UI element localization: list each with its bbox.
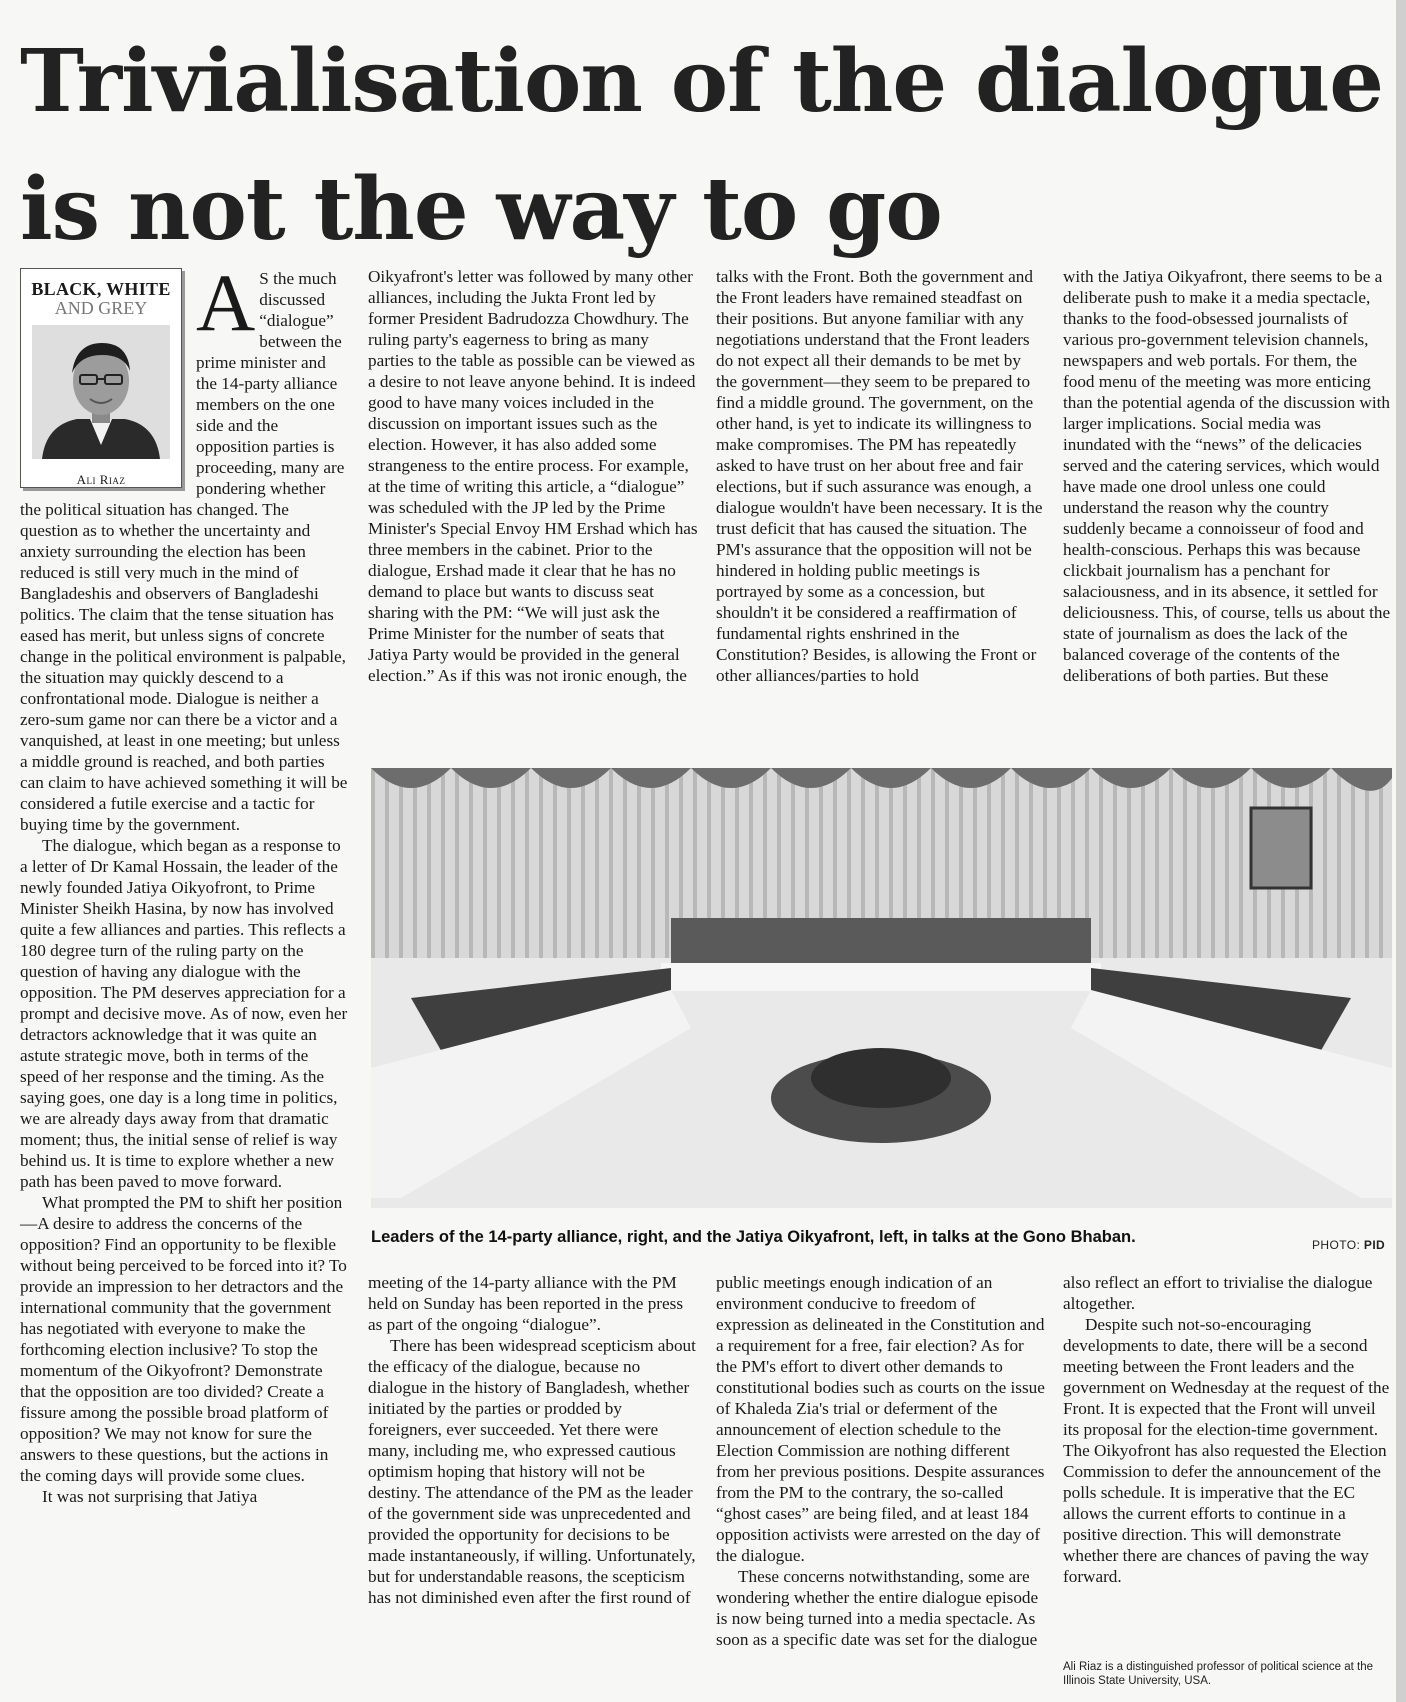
article-paragraph: public meetings enough indication of an environment conducive to freedom of expression as delineated in the Constitution and a requirement for a free, fair election? As for the PM's effort to divert other demands to constitutional bodies such as courts on the issue of Khaleda Zia's trial or deferment of the announcement of election schedule to the Election Commission are nothing different from her previous positions. Despite assurances from the PM to the contrary, the so-called “ghost cases” are being filed, and at least 184 opposition activists were arrested on the day of the dialogue. — [716, 1273, 1045, 1565]
article-paragraph: talks with the Front. Both the government and the Front leaders have remained steadfast on their positions. But anyone familiar with any negotiations understand that the Front leaders do not expect all their demands to be met by the government—they seem to be prepared to find a middle ground. The government, on the other hand, is yet to indicate its willingness to make compromises. The PM has repeatedly asked to have trust on her about free and fair elections, but if such assurance was enough, a dialogue wouldn't have been necessary. It is the trust deficit that has caused the situation. The PM's assurance that the opposition will not be hindered in holding public meetings is portrayed by some as a concession, but shouldn't it be considered a reaffirmation of fundamental rights enshrined in the Constitution? Besides, is allowing the Front or other alliances/parties to hold — [716, 267, 1043, 685]
article-column-3-bottom — [716, 1272, 1046, 1650]
article-paragraph: meeting of the 14-party alliance with the PM held on Sunday has been reported in the press as part of the ongoing “dialogue”. — [368, 1273, 684, 1334]
article-paragraph: There has been widespread scepticism about the efficacy of the dialogue, because no dialogue in the history of Bangladesh, whether initiated by the parties or prodded by foreigners, ever succeeded. Yet there were many, including me, who expressed cautious optimism hoping that history will not be destiny. The attendance of the PM as the leader of the government side was unprecedented and provided the opportunity for decisions to be made instantaneously, if willing. Unfortunately, but for understandable reasons, the scepticism has not diminished even after the first round of — [368, 1336, 696, 1607]
column-brand-line-1: BLACK, WHITE — [31, 279, 171, 299]
headline-line-2: is not the way to go — [20, 159, 942, 260]
author-bio: Ali Riaz is a distinguished professor of political science at the Illinois State University, USA. — [1063, 1661, 1374, 1687]
article-paragraph: It was not surprising that Jatiya — [42, 1487, 258, 1506]
author-portrait-image — [32, 325, 170, 459]
article-column-4-bottom — [1063, 1272, 1391, 1587]
drop-cap: A — [196, 257, 256, 348]
page-edge-shadow — [1396, 0, 1406, 1702]
headline-line-1: Trivialisation of the dialogue — [20, 31, 1383, 132]
article-paragraph: What prompted the PM to shift her position—A desire to address the concerns of the opposition? Find an opportunity to be flexible without being perceived to be forced into it? To provide an impression to her detractors and the international community that the government has negotiated with everyone to make the forthcoming election inclusive? To stop the momentum of the Oikyofront? Demonstrate that the opposition are too divided? Create a fissure among the possible broad platform of opposition? We may not know for sure the answers to these questions, but the actions in the coming days will provide some clues. — [20, 1193, 347, 1485]
article-column-3-top — [716, 266, 1046, 686]
column-brand-line-2: AND GREY — [54, 298, 148, 318]
article-column-2-top — [368, 266, 698, 686]
photo-caption: Leaders of the 14-party alliance, right, and the Jatiya Oikyafront, left, in talks at the Gono Bhaban. — [371, 1228, 1136, 1246]
article-paragraph: These concerns notwithstanding, some are wondering whether the entire dialogue episode is now being turned into a media spectacle. As soon as a specific date was set for the dialogue — [716, 1567, 1039, 1649]
article-column-2-bottom — [368, 1272, 698, 1608]
article-paragraph: Oikyafront's letter was followed by many other alliances, including the Jukta Front led by former President Badrudozza Chowdhury. The ruling party's eagerness to bring as many parties to the table as possible can be viewed as a desire to not leave anyone behind. It is indeed good to have many voices included in the discussion on important issues such as the election. However, it has also added some strangeness to the entire process. For example, at the time of writing this article, a “dialogue” was scheduled with the JP led by the Prime Minister's Special Envoy HM Ershad which has three members in the cabinet. Prior to the dialogue, Ershad made it clear that he has no demand to place but wants to discuss seat sharing with the PM: “We will just ask the Prime Minister for the number of seats that Jatiya Party would be provided in the general election.” As if this was not ironic enough, the — [368, 267, 698, 685]
news-photo — [371, 768, 1392, 1208]
article-paragraph: Despite such not-so-encouraging developments to date, there will be a second meeting between the Front leaders and the government on Wednesday at the request of the Front. It is expected that the Front will unveil its proposal for the election-time government. The Oikyofront has also requested the Election Commission to defer the announcement of the polls schedule. It is imperative that the EC allows the current efforts to continue in a positive direction. This will demonstrate whether there are chances of paving the way forward. — [1063, 1315, 1390, 1586]
photo-credit-source: PID — [1363, 1238, 1386, 1252]
article-paragraph: with the Jatiya Oikyafront, there seems to be a deliberate push to make it a media spectacle, thanks to the food-obsessed journalists of various pro-government television channels, newspapers and web portals. For them, the food menu of the meeting was more enticing than the potential agenda of the discussion with larger implications. Social media was inundated with the “news” of the delicacies served and the catering services, which would have made one drool unless one could understand the reason why the country suddenly became a connoisseur of food and health-conscious. Perhaps this was because clickbait journalism has a penchant for salaciousness, and in its absence, it settled for deliciousness. This, of course, tells us about the state of journalism as does the lack of the balanced coverage of the contents of the deliberations of both parties. But these — [1063, 267, 1391, 685]
photo-credit — [1312, 1238, 1385, 1252]
article-column-1 — [20, 257, 348, 1507]
article-paragraph: also reflect an effort to trivialise the dialogue altogether. — [1063, 1273, 1373, 1313]
photo-credit-label: PHOTO: — [1312, 1238, 1361, 1252]
author-portrait — [32, 325, 170, 459]
headline — [20, 18, 1390, 274]
article-paragraph: The dialogue, which began as a response to a letter of Dr Kamal Hossain, the leader of the newly founded Jatiya Oikyofront, to Prime Minister Sheikh Hasina, by now has involved quite a few alliances and parties. This reflects a 180 degree turn of the ruling party on the question of having any dialogue with the opposition. The PM deserves appreciation for a prompt and decisive move. As of now, even her detractors acknowledge that it was quite an astute strategic move, both in terms of the speed of her response and the timing. As the saying goes, one day is a long time in politics, we are already days away from that dramatic moment; thus, the initial sense of relief is way behind us. It is time to explore whether a new path has been paved to move forward. — [20, 836, 348, 1191]
meeting-photo-image — [371, 768, 1392, 1208]
columnist-author: Ali Riaz — [76, 472, 126, 487]
article-paragraph: S the much discussed “dialogue” between the prime minister and the 14-party alliance members on the one side and the opposition parties is proceeding, many are pondering whether the political situation has changed. The question as to whether the uncertainty and anxiety surrounding the election has been reduced is still very much in the mind of Bangladeshis and observers of Bangladeshi politics. The claim that the tense situation has eased has merit, but unless signs of concrete change in the political environment is palpable, the situation may quickly descend to a confrontational mode. Dialogue is neither a zero-sum game nor can there be a victor and a vanquished, at least in one meeting; but unless a middle ground is reached, and both parties can claim to have achieved something it will be considered a futile exercise and a tactic for buying time by the government. — [20, 269, 348, 834]
columnist-box — [20, 268, 182, 488]
article-column-4-top — [1063, 266, 1391, 686]
